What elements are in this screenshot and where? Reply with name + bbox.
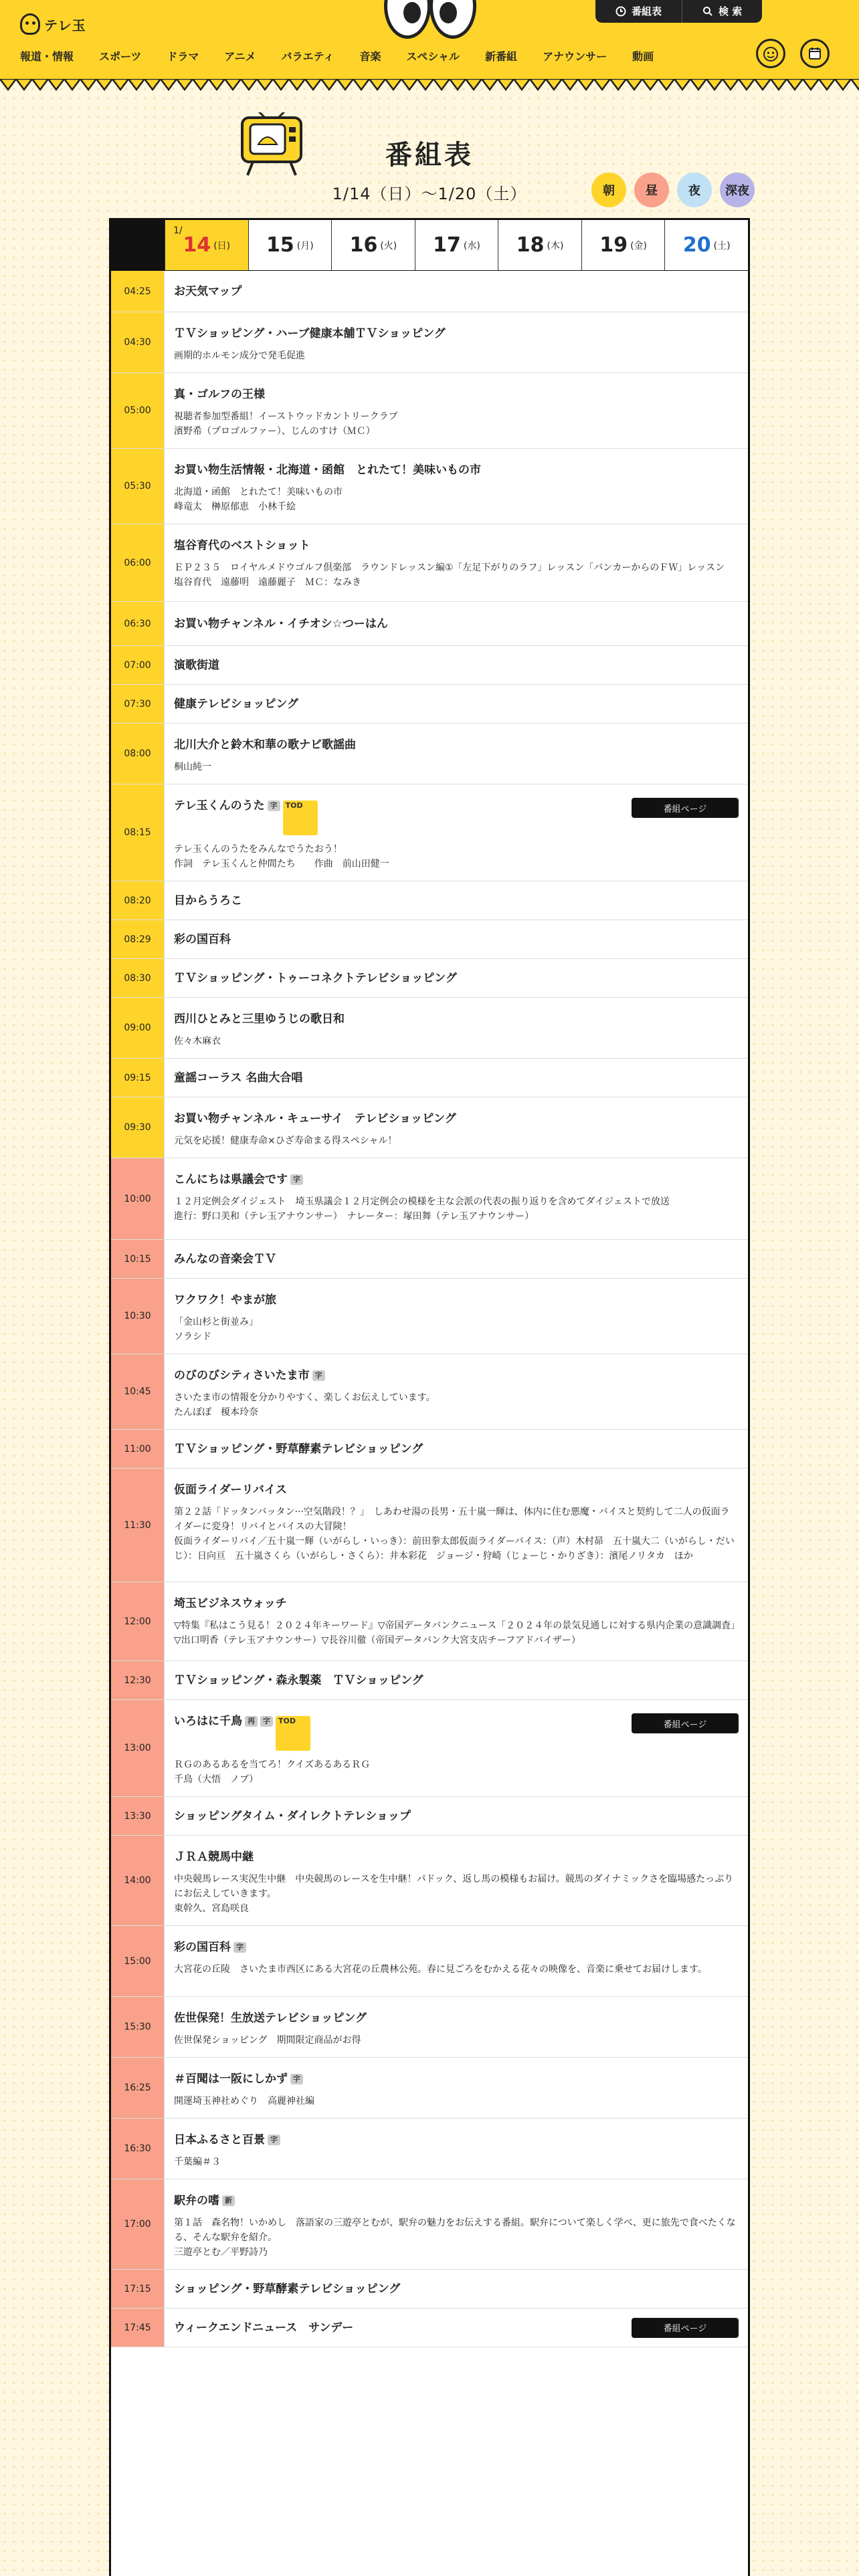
nav-icons — [756, 39, 830, 68]
day-tab-date: 19 — [599, 233, 628, 257]
program-badge: 再 — [245, 1716, 258, 1727]
page-title: 番組表 — [385, 140, 474, 171]
program-description — [174, 2033, 737, 2048]
program-title[interactable]: 童謡コーラス 名曲大合唱 — [174, 1071, 303, 1085]
program-cell[interactable] — [165, 1582, 748, 1660]
nav-item-variety[interactable]: バラエティ — [281, 50, 335, 63]
program-row[interactable] — [111, 1582, 748, 1661]
program-title[interactable]: 日本ふるさと百景 字 — [174, 2132, 737, 2148]
day-tab-weekday: (水) — [463, 240, 480, 251]
day-tab[interactable] — [415, 220, 498, 270]
program-description-line: 画期的ホルモン成分で発毛促進 — [174, 350, 305, 361]
program-description — [174, 1757, 737, 1787]
program-row[interactable] — [111, 1797, 748, 1836]
program-time: 08:15 — [111, 784, 165, 881]
program-description-line: ▽特集『私はこう見る！２０２４年キーワード』▽帝国データバンクニュース「２０２４年の景気見通しに対する県内企業の意識調査」 — [174, 1620, 741, 1631]
program-description-line: 佐々木麻衣 — [174, 1036, 221, 1047]
program-title[interactable]: お買い物チャンネル・キューサイ テレビショッピング — [174, 1112, 456, 1125]
program-time: 17:00 — [111, 2179, 165, 2269]
program-row[interactable] — [111, 2270, 748, 2309]
program-time: 05:30 — [111, 449, 165, 524]
program-title[interactable]: ＴＶショッピング・森永製薬 ＴＶショッピング — [174, 1673, 423, 1687]
program-time: 12:30 — [111, 1661, 165, 1699]
program-description — [174, 760, 737, 774]
time-of-day-buttons — [591, 173, 755, 207]
program-row[interactable] — [111, 373, 748, 449]
day-tabs-corner — [111, 220, 165, 270]
nav-item-news[interactable]: 報道・情報 — [20, 50, 74, 63]
program-cell[interactable] — [165, 1354, 748, 1429]
program-row[interactable] — [111, 784, 748, 881]
program-row[interactable] — [111, 1097, 748, 1158]
program-description-line: さいたま市の情報を分かりやすく、楽しくお伝えしています。 — [174, 1392, 436, 1403]
day-tab-weekday: (日) — [213, 240, 231, 251]
program-row[interactable] — [111, 1469, 748, 1582]
program-cell[interactable] — [165, 2270, 748, 2308]
program-description-line: 千鳥（大悟 ノブ） — [174, 1774, 259, 1785]
program-time: 10:30 — [111, 1279, 165, 1354]
program-badge: 字 — [268, 800, 280, 811]
program-time: 09:00 — [111, 998, 165, 1058]
program-cell[interactable] — [165, 2179, 748, 2269]
time-of-day-button[interactable]: 夜 — [677, 173, 712, 207]
program-title[interactable]: 塩谷育代のベストショット — [174, 539, 310, 552]
day-tab-weekday: (火) — [380, 240, 397, 251]
program-list — [111, 271, 748, 2347]
program-title[interactable]: 駅弁の嗜 新 — [174, 2193, 737, 2209]
nav-item-music[interactable]: 音楽 — [359, 50, 381, 63]
program-title[interactable]: ワクワク！やまが旅 — [174, 1293, 276, 1307]
program-badge: 字 — [290, 1174, 303, 1185]
program-title[interactable]: 佐世保発！生放送テレビショッピング — [174, 2012, 367, 2025]
program-time: 10:15 — [111, 1240, 165, 1278]
program-row[interactable] — [111, 959, 748, 998]
program-description — [174, 409, 737, 439]
program-description-line: 開運埼玉神社めぐり 高麗神社編 — [174, 2096, 314, 2107]
program-cell[interactable] — [165, 1797, 748, 1835]
program-row[interactable] — [111, 920, 748, 959]
program-title[interactable]: みんなの音楽会ＴＶ — [174, 1252, 276, 1266]
program-time: 06:00 — [111, 524, 165, 601]
program-description-line: 佐世保発ショッピング 期間限定商品がお得 — [174, 2035, 361, 2046]
program-cell[interactable] — [165, 1700, 748, 1796]
program-cell[interactable] — [165, 724, 748, 784]
day-tabs — [111, 220, 748, 271]
program-description-line: １２月定例会ダイジェスト 埼玉県議会１２月定例会の模様を主な会派の代表の振り返りを含めてダイジェストで放送 — [174, 1196, 670, 1207]
logo-text: テレ玉 — [44, 17, 86, 33]
program-title[interactable]: 彩の国百科 — [174, 932, 231, 946]
program-title[interactable]: いろはに千鳥 再 字 TOD — [174, 1713, 737, 1751]
program-page-button[interactable]: 番組ページ — [632, 2318, 739, 2338]
program-time: 17:45 — [111, 2309, 165, 2347]
program-time: 08:30 — [111, 959, 165, 997]
program-description — [174, 1034, 737, 1049]
program-badge: 字 — [290, 2074, 303, 2084]
search-button-label: 検 索 — [719, 5, 743, 17]
program-title[interactable]: 西川ひとみと三里ゆうじの歌日和 — [174, 1012, 345, 1026]
program-description — [174, 842, 737, 871]
header-zigzag-border — [0, 79, 859, 98]
program-description — [174, 1134, 737, 1148]
program-time: 04:25 — [111, 271, 165, 312]
program-time: 12:00 — [111, 1582, 165, 1660]
program-cell[interactable] — [165, 1097, 748, 1158]
day-tab-date: 18 — [516, 233, 545, 257]
program-cell[interactable] — [165, 524, 748, 601]
day-tab-date: 20 — [682, 233, 711, 257]
program-title[interactable]: お買い物生活情報・北海道・函館 とれたて！美味いもの市 — [174, 463, 481, 477]
program-description-line: 仮面ライダーリバイ／五十嵐一輝（いがらし・いっき）：前田拳太郎仮面ライダーバイス：（声）木村昴 五十嵐大二（いがらし・だいじ）：日向亘 五十嵐さくら（いがらし・さくら）：井本彩花 ジョージ・狩崎（じょーじ・かりざき）：濱尾ノリタカ ほか — [174, 1536, 735, 1562]
day-tab-date: 17 — [433, 233, 461, 257]
program-description-line: 三遊亭とむ／平野詩乃 — [174, 2247, 268, 2258]
program-time: 13:00 — [111, 1700, 165, 1796]
program-cell[interactable] — [165, 959, 748, 997]
program-title[interactable]: のびのびシティさいたま市 字 — [174, 1368, 737, 1384]
program-title[interactable]: お天気マップ — [174, 284, 242, 298]
day-tab[interactable] — [165, 220, 248, 270]
program-row[interactable] — [111, 724, 748, 784]
program-description-line: ＥＰ２３５ ロイヤルメドウゴルフ倶楽部 ラウンドレッスン編①「左足下がりのラフ」レッスン「バンカーからのＦＷ」レッスン — [174, 562, 725, 573]
program-badge: 字 — [268, 2135, 280, 2145]
nav-item-announcers[interactable]: アナウンサー — [543, 50, 607, 63]
program-row[interactable] — [111, 1059, 748, 1097]
program-badge: 字 — [312, 1370, 325, 1381]
time-of-day-button[interactable]: 昼 — [634, 173, 669, 207]
program-time: 11:00 — [111, 1430, 165, 1468]
program-cell[interactable] — [165, 1836, 748, 1925]
program-badge: 新 — [222, 2195, 235, 2206]
program-title[interactable]: お買い物チャンネル・イチオシ☆つーはん — [174, 617, 388, 631]
program-page-button[interactable]: 番組ページ — [632, 1713, 739, 1733]
program-row[interactable] — [111, 881, 748, 920]
nav-item-anime[interactable]: アニメ — [224, 50, 256, 63]
program-description — [174, 1962, 737, 1977]
day-tab[interactable] — [664, 220, 748, 270]
program-row[interactable] — [111, 2119, 748, 2179]
program-description-line: ＲＧのあるあるを当てろ！クイズあるあるＲＧ — [174, 1759, 371, 1770]
program-time: 08:00 — [111, 724, 165, 784]
day-tab-weekday: (土) — [713, 240, 731, 251]
program-description — [174, 560, 737, 590]
program-row[interactable] — [111, 1158, 748, 1240]
program-time: 09:30 — [111, 1097, 165, 1158]
program-title[interactable]: ＴＶショッピング・野草酵素テレビショッピング — [174, 1442, 423, 1456]
day-tab-month: 1/ — [173, 225, 183, 236]
program-row[interactable] — [111, 1430, 748, 1469]
program-title[interactable]: ショッピング・野草酵素テレビショッピング — [174, 2282, 401, 2296]
program-title[interactable]: ＴＶショッピング・ハーブ健康本舗ＴＶショッピング — [174, 327, 446, 340]
program-title[interactable]: ＴＶショッピング・トゥーコネクトテレビショッピング — [174, 971, 457, 985]
program-cell[interactable] — [165, 1997, 748, 2057]
program-title[interactable]: 北川大介と鈴木和華の歌ナビ歌謡曲 — [174, 738, 356, 752]
program-time: 16:25 — [111, 2058, 165, 2118]
program-title[interactable]: 健康テレビショッピング — [174, 697, 298, 711]
program-row[interactable] — [111, 1279, 748, 1354]
top-buttons — [595, 0, 762, 23]
program-description — [174, 1194, 737, 1224]
program-schedule-table — [109, 218, 750, 2576]
program-description — [174, 1618, 741, 1648]
time-of-day-button[interactable]: 深夜 — [720, 173, 755, 207]
program-description — [174, 1315, 737, 1344]
program-cell[interactable] — [165, 881, 748, 920]
program-description-line: 元気を応援！健康寿命×ひざ寿命まる得スペシャル！ — [174, 1136, 397, 1146]
program-time: 15:30 — [111, 1997, 165, 2057]
program-row[interactable] — [111, 1836, 748, 1926]
program-row[interactable] — [111, 602, 748, 646]
program-row[interactable] — [111, 2058, 748, 2119]
program-row[interactable] — [111, 1997, 748, 2058]
search-icon — [702, 6, 713, 17]
program-time: 14:00 — [111, 1836, 165, 1925]
program-description-line: 濱野希（プロゴルファー）、じんのすけ（ＭＣ） — [174, 426, 375, 437]
program-title[interactable]: 真・ゴルフの王様 — [174, 388, 265, 401]
program-description-line: テレ玉くんのうたをみんなでうたおう！ — [174, 844, 343, 855]
day-tab-date: 14 — [183, 233, 211, 257]
program-row[interactable] — [111, 1354, 748, 1430]
program-description-line: 東幹久、宮島咲良 — [174, 1903, 249, 1914]
program-title[interactable]: 仮面ライダーリバイス — [174, 1483, 287, 1497]
program-cell[interactable] — [165, 920, 748, 958]
day-tab[interactable] — [331, 220, 415, 270]
day-tab-date: 15 — [266, 233, 294, 257]
program-row[interactable] — [111, 1240, 748, 1279]
program-time: 11:30 — [111, 1469, 165, 1582]
search-button[interactable] — [682, 0, 762, 23]
program-description — [174, 1390, 737, 1420]
program-row[interactable] — [111, 524, 748, 602]
program-cell[interactable] — [165, 1240, 748, 1278]
schedule-button-label: 番組表 — [632, 5, 662, 17]
site-header — [0, 0, 859, 79]
day-tab-weekday: (月) — [296, 240, 314, 251]
program-row[interactable] — [111, 998, 748, 1059]
program-badge: 字 — [260, 1716, 273, 1727]
program-row[interactable] — [111, 312, 748, 373]
nav-item-sports[interactable]: スポーツ — [99, 50, 142, 63]
program-description-line: 峰竜太 榊原郁恵 小林千絵 — [174, 502, 296, 512]
program-description — [174, 485, 737, 514]
program-title[interactable]: ＃百聞は一阪にしかず 字 — [174, 2071, 737, 2087]
logo[interactable] — [20, 13, 86, 35]
program-description — [174, 2216, 737, 2260]
program-cell[interactable] — [165, 271, 748, 312]
program-time: 08:20 — [111, 881, 165, 920]
program-description-line: 第１話 森名物！いかめし 落語家の三遊亭とむが、駅弁の魅力をお伝えする番組。駅弁について楽しく学べ、更に旅先で食べたくなる、そんな駅弁を紹介。 — [174, 2218, 736, 2243]
nav-item-special[interactable]: スペシャル — [406, 50, 460, 63]
program-description-line: 大宮花の丘陵 さいたま市西区にある大宮花の丘農林公苑。春に見ごろをむかえる花々の映像を、音楽に乗せてお届けします。 — [174, 1964, 707, 1975]
program-row[interactable] — [111, 2179, 748, 2270]
schedule-icon — [615, 6, 626, 17]
program-description-line: 進行：野口美和（テレ玉アナウンサー） ナレーター：塚田舞（テレ玉アナウンサー） — [174, 1211, 535, 1222]
program-time: 04:30 — [111, 312, 165, 372]
day-tab-date: 16 — [349, 233, 378, 257]
program-badge: 字 — [233, 1942, 246, 1953]
program-description-line: 作詞 テレ玉くんと仲間たち 作曲 前山田健一 — [174, 859, 389, 869]
program-title[interactable]: こんにちは県議会です 字 — [174, 1172, 737, 1188]
program-time: 15:00 — [111, 1926, 165, 1996]
program-time: 08:29 — [111, 920, 165, 958]
program-cell[interactable] — [165, 1926, 748, 1996]
program-time: 07:30 — [111, 685, 165, 723]
program-cell[interactable] — [165, 2309, 748, 2347]
program-time: 13:30 — [111, 1797, 165, 1835]
tele-tama-kun-icon[interactable] — [756, 39, 785, 68]
program-description-line: 塩谷育代 遠藤明 遠藤麗子 ＭＣ：なみき — [174, 577, 361, 588]
tele-tama-mascot-icon — [20, 13, 40, 35]
program-time: 10:00 — [111, 1158, 165, 1239]
program-row[interactable] — [111, 449, 748, 524]
day-tab-weekday: (金) — [630, 240, 648, 251]
program-time: 07:00 — [111, 646, 165, 684]
program-badge: TOD — [283, 800, 318, 835]
program-time: 10:45 — [111, 1354, 165, 1429]
day-tab[interactable] — [248, 220, 332, 270]
day-tab-weekday: (木) — [547, 240, 564, 251]
program-cell[interactable] — [165, 312, 748, 372]
program-description-line: たんぽぽ 榎本玲奈 — [174, 1407, 258, 1418]
program-description-line: 第２２話「ドッタンバッタン···空気階段！？」 しあわせ湯の長男・五十嵐一輝は、体内に住む悪魔・バイスと契約して二人の仮面ライダーに変身！リバイとバイスの大冒険！ — [174, 1507, 730, 1532]
mascot-eyes-icon — [384, 0, 478, 40]
program-cell[interactable] — [165, 784, 748, 881]
program-cell[interactable] — [165, 2119, 748, 2179]
program-row[interactable] — [111, 271, 748, 312]
program-description-line: 北海道・函館 とれたて！美味いもの市 — [174, 487, 343, 498]
program-title[interactable]: ＪＲＡ競馬中継 — [174, 1850, 254, 1864]
program-cell[interactable] — [165, 1279, 748, 1354]
program-description — [174, 2094, 737, 2109]
program-cell[interactable] — [165, 2058, 748, 2118]
program-description-line: 「金山杉と街並み」 — [174, 1317, 258, 1327]
program-time: 16:30 — [111, 2119, 165, 2179]
program-title[interactable]: ウィークエンドニュース サンデー — [174, 2321, 354, 2335]
program-cell[interactable] — [165, 1059, 748, 1097]
program-title[interactable]: テレ玉くんのうた 字 TOD — [174, 798, 737, 835]
program-description — [174, 348, 737, 363]
time-of-day-button[interactable]: 朝 — [591, 173, 626, 207]
program-description — [174, 2155, 737, 2169]
program-description-line: ソラシド — [174, 1331, 211, 1342]
program-title[interactable]: ショッピングタイム・ダイレクトテレショップ — [174, 1809, 411, 1823]
day-tab[interactable] — [581, 220, 665, 270]
program-time: 06:30 — [111, 602, 165, 645]
program-cell[interactable] — [165, 998, 748, 1058]
nav-item-videos[interactable]: 動画 — [632, 50, 654, 63]
program-description-line: 中央競馬レース実況生中継 中央競馬のレースを生中継！パドック、返し馬の模様もお届け。競馬のダイナミックさを臨場感たっぷりにお伝えしていきます。 — [174, 1874, 734, 1899]
date-range: 1/14（日）〜1/20（土） — [332, 185, 527, 203]
program-row[interactable] — [111, 646, 748, 685]
program-badge: TOD — [276, 1716, 310, 1751]
main-nav — [20, 48, 679, 64]
program-title[interactable]: 埼玉ビジネスウォッチ — [174, 1597, 287, 1610]
program-title[interactable]: 彩の国百科 字 — [174, 1939, 737, 1955]
program-cell[interactable] — [165, 1661, 748, 1699]
nav-item-drama[interactable]: ドラマ — [167, 50, 199, 63]
program-time: 09:15 — [111, 1059, 165, 1097]
program-description — [174, 1872, 737, 1916]
event-icon[interactable] — [800, 39, 830, 68]
program-row[interactable] — [111, 1926, 748, 1997]
program-cell[interactable] — [165, 449, 748, 524]
program-time: 05:00 — [111, 373, 165, 448]
program-cell[interactable] — [165, 646, 748, 684]
schedule-button[interactable] — [595, 0, 682, 23]
program-cell[interactable] — [165, 373, 748, 448]
program-title[interactable]: 演歌街道 — [174, 658, 219, 672]
program-title[interactable]: 目からうろこ — [174, 893, 242, 907]
program-cell[interactable] — [165, 1469, 748, 1582]
nav-item-new-programs[interactable]: 新番組 — [485, 50, 518, 63]
program-description-line: 千葉編＃３ — [174, 2157, 221, 2167]
program-row[interactable] — [111, 2309, 748, 2347]
program-row[interactable] — [111, 1661, 748, 1700]
program-cell[interactable] — [165, 685, 748, 723]
program-description — [174, 1505, 737, 1564]
program-time: 17:15 — [111, 2270, 165, 2308]
day-tab[interactable] — [498, 220, 581, 270]
program-description-line: ▽出口明香（テレ玉アナウンサー）▽長谷川徹（帝国データバンク大宮支店チーフアドバイザー） — [174, 1635, 581, 1646]
program-page-button[interactable]: 番組ページ — [632, 798, 739, 818]
program-row[interactable] — [111, 1700, 748, 1797]
program-cell[interactable] — [165, 1430, 748, 1468]
program-description-line: 桐山純一 — [174, 762, 211, 772]
program-description-line: 視聴者参加型番組！イーストウッドカントリークラブ — [174, 411, 398, 422]
program-row[interactable] — [111, 685, 748, 724]
program-cell[interactable] — [165, 602, 748, 645]
program-cell[interactable] — [165, 1158, 748, 1239]
